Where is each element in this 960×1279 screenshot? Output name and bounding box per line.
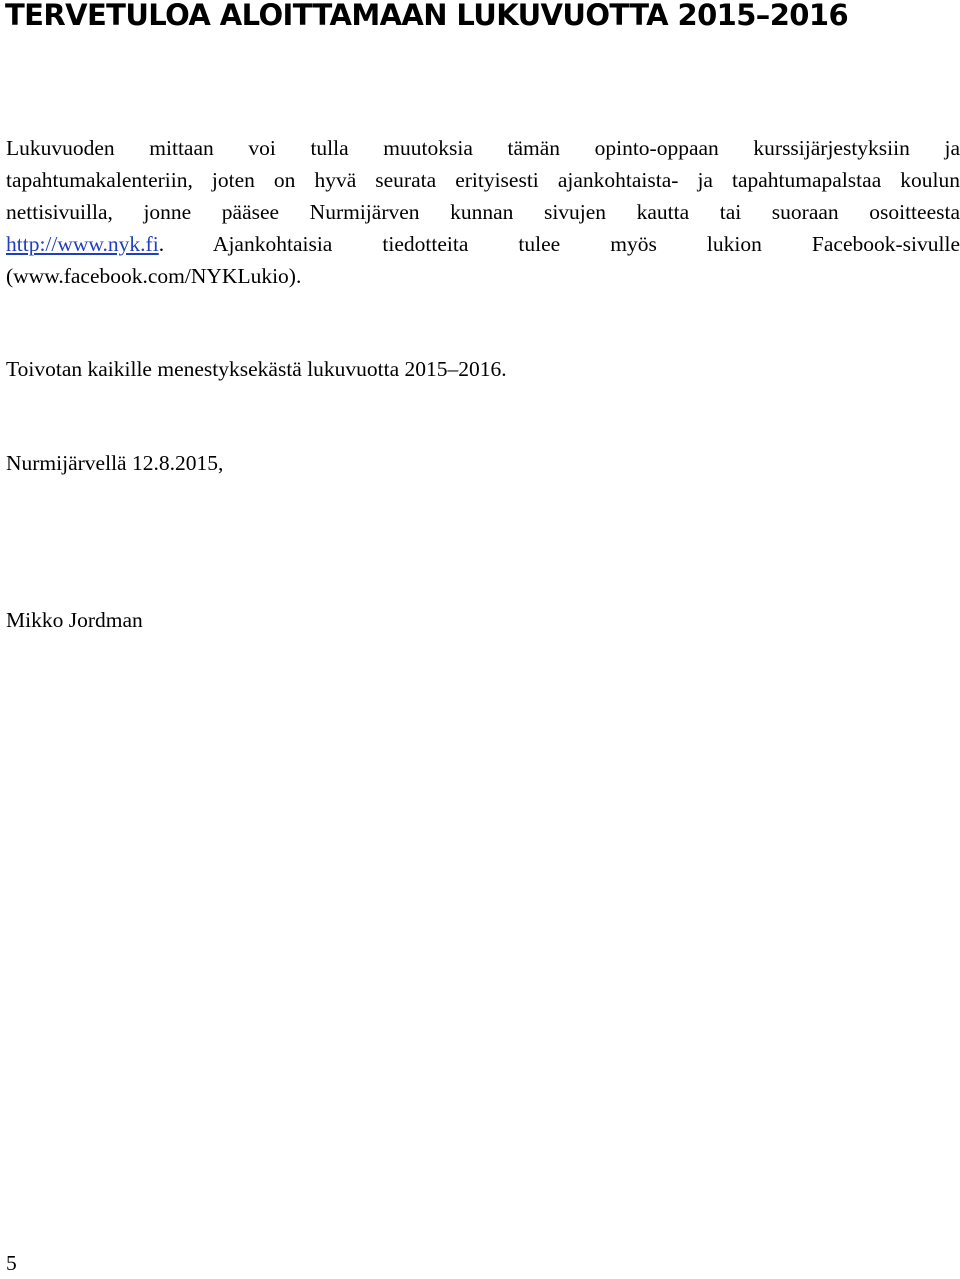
wish-text: Toivotan kaikille menestyksekästä lukuvuotta 2015–2016. (6, 357, 507, 381)
intro-line-3: nettisivuilla, jonne pääsee Nurmijärven kunnan sivujen kautta tai suoraan osoitteesta (6, 200, 960, 224)
page-number: 5 (6, 1251, 17, 1275)
intro-line-4 (6, 228, 960, 260)
signature-name: Mikko Jordman (6, 608, 143, 632)
intro-paragraph (6, 132, 960, 292)
school-website-link[interactable]: http://www.nyk.fi (6, 232, 159, 256)
place-date: Nurmijärvellä 12.8.2015, (6, 451, 224, 475)
page-title: TERVETULOA ALOITTAMAAN LUKUVUOTTA 2015–2016 (5, 0, 849, 32)
intro-line-2: tapahtumakalenteriin, joten on hyvä seurata erityisesti ajankohtaista- ja tapahtumapalstaa koulun (6, 168, 960, 192)
intro-line-5: (www.facebook.com/NYKLukio). (6, 264, 302, 288)
intro-line-1: Lukuvuoden mittaan voi tulla muutoksia tämän opinto-oppaan kurssijärjestyksiin ja (6, 136, 960, 160)
intro-line-4-text: . Ajankohtaisia tiedotteita tulee myös lukion Facebook-sivulle (158, 232, 960, 256)
